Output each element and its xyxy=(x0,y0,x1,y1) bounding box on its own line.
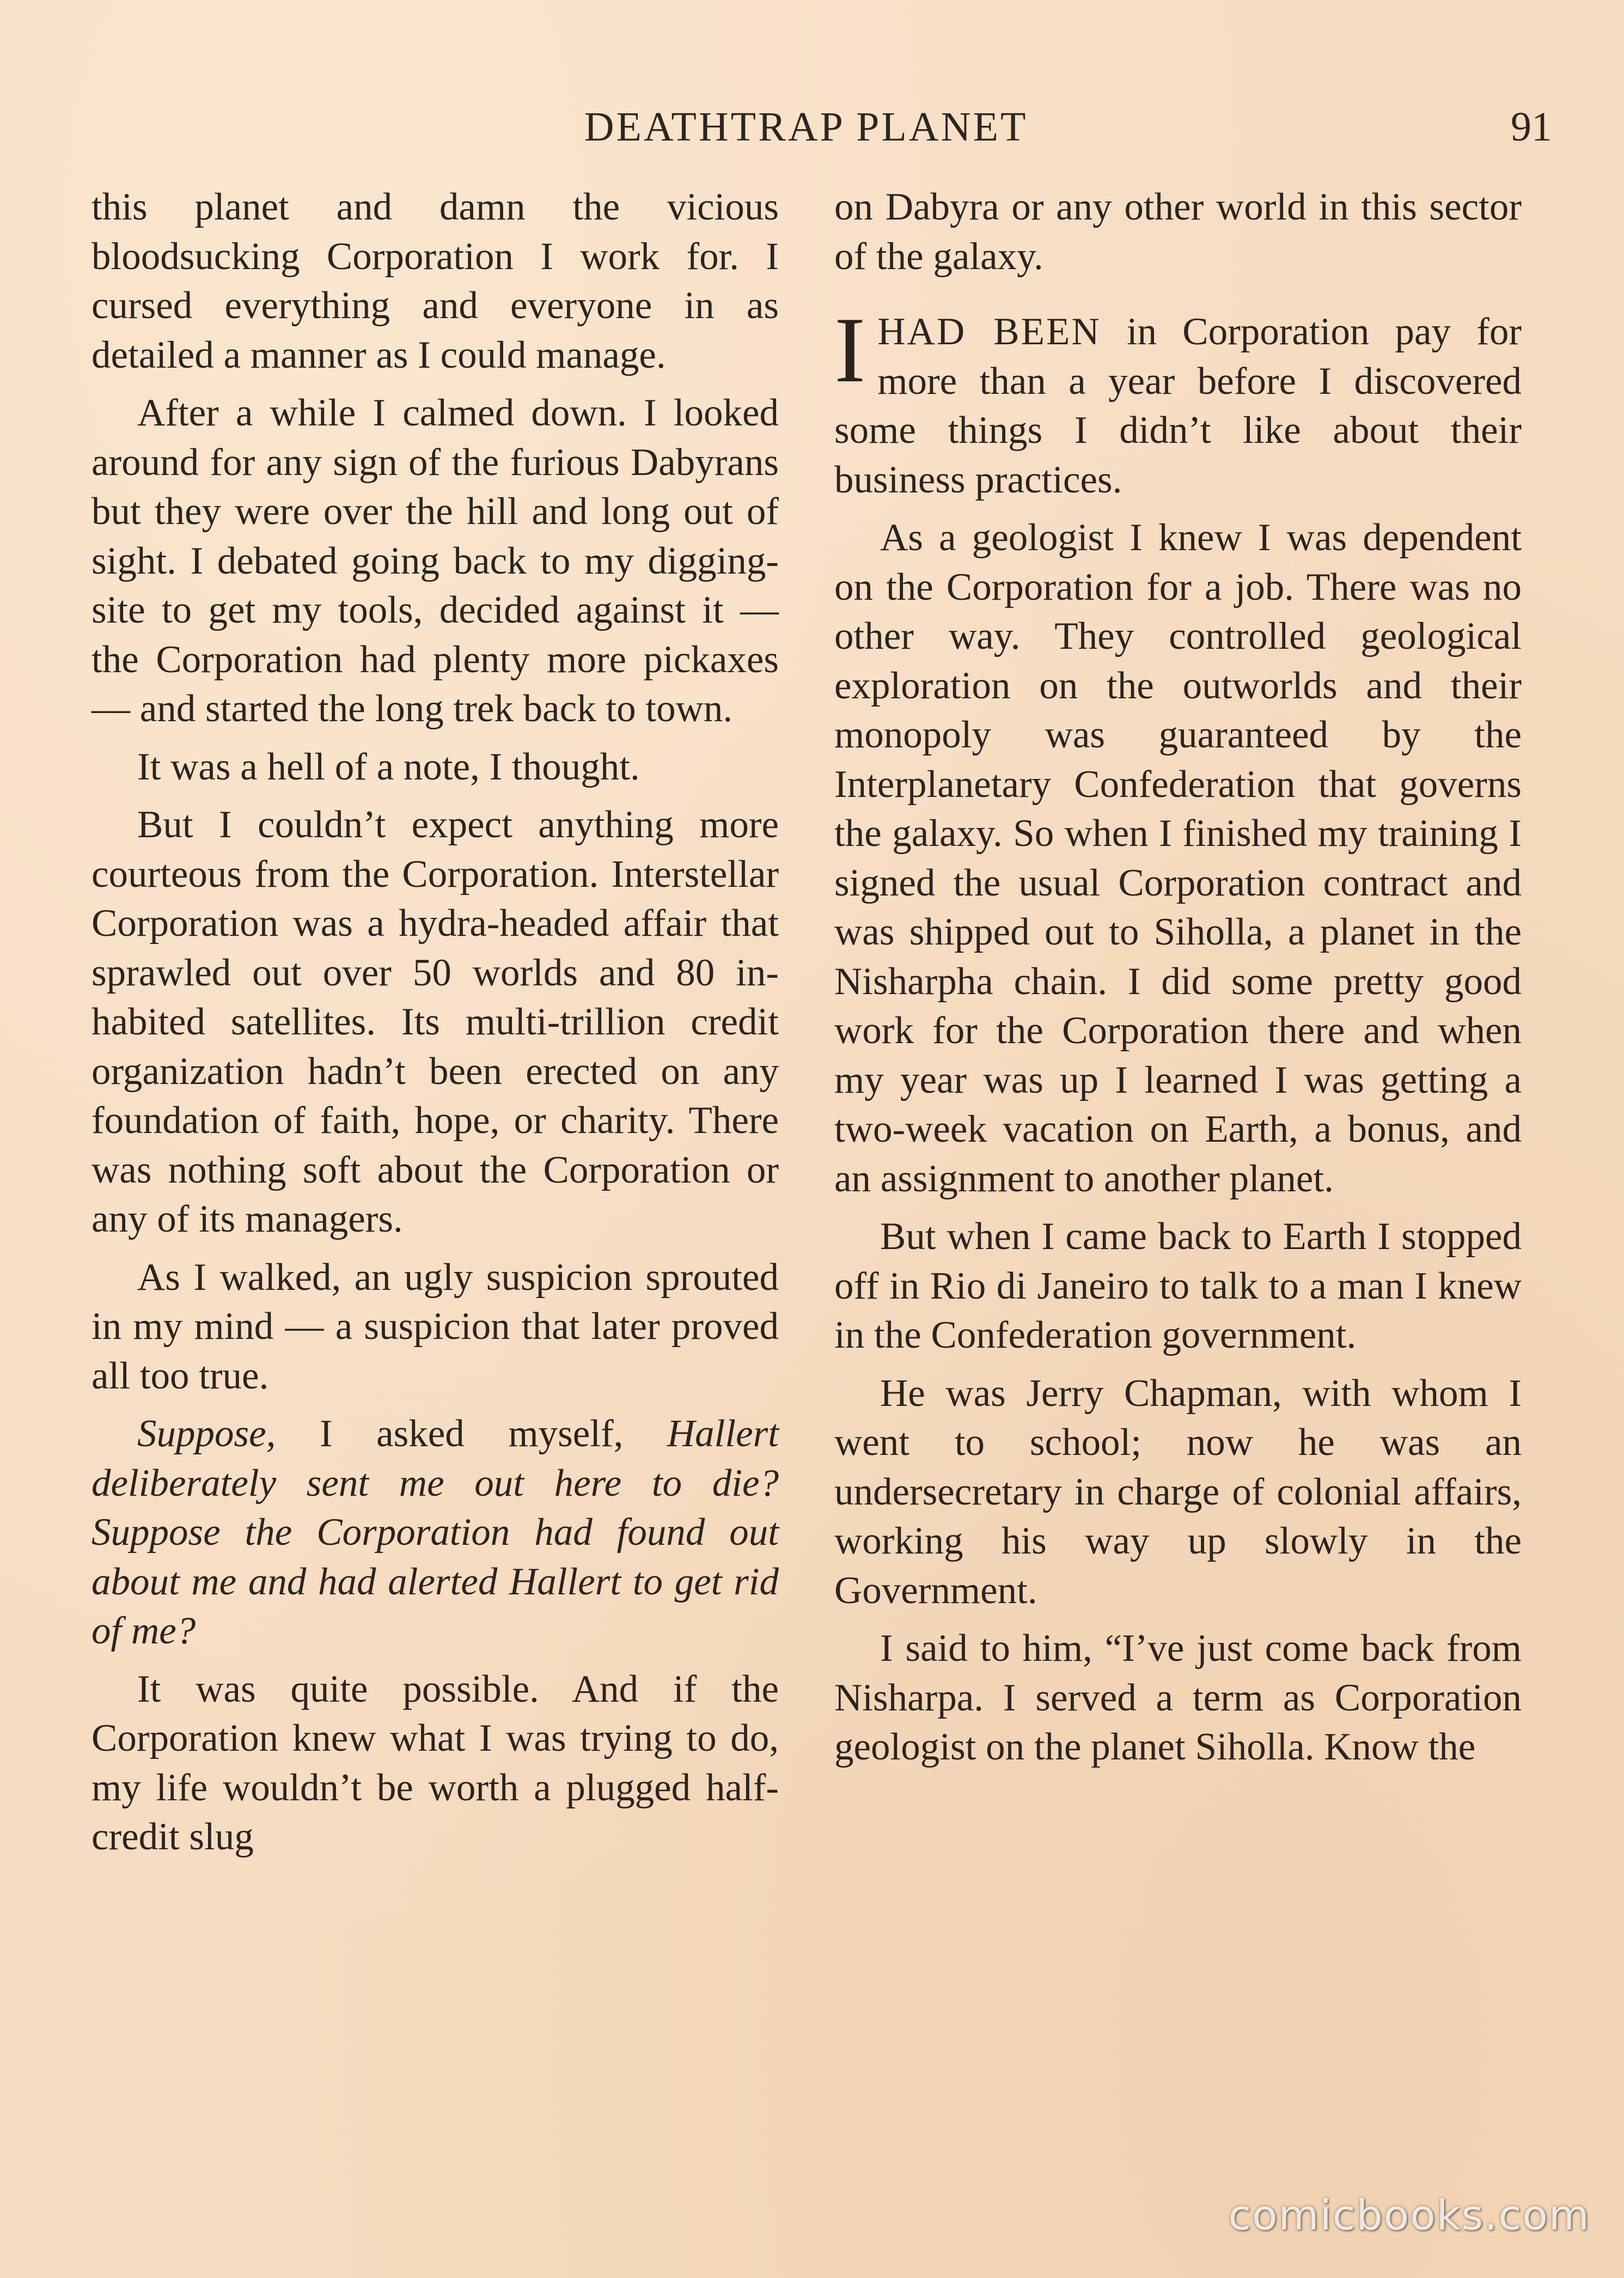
lead-in-caps: HAD BEEN xyxy=(877,310,1101,353)
roman-text: I asked myself, xyxy=(276,1412,667,1455)
left-column xyxy=(91,182,779,1871)
paragraph: He was Jerry Chapman, with whom I went to school; now he was an undersecretary in charge of colonial affairs, working his way up slowly in the Government. xyxy=(834,1372,1522,1612)
paragraph: As I walked, an ugly suspicion sprouted in my mind — a suspicion that later proved all too true. xyxy=(91,1256,779,1397)
paragraph: on Dabyra or any other world in this sector of the galaxy. xyxy=(834,186,1522,278)
paragraph: But I couldn’t expect anything more courteous from the Corporation. Interstellar Corporation was a hydra-headed affair that sprawled out over 50 worlds and 80 inhabited satellites. Its multi-trillion credit organization hadn’t been erected on any foundation of faith, hope, or charity. There was nothing soft about the Corporation or any of its managers. xyxy=(91,803,779,1240)
drop-cap: I xyxy=(834,299,866,402)
paragraph: I said to him, “I’ve just come back from Nisharpa. I served a term as Corporation geologist on the planet Siholla. Know the xyxy=(834,1627,1522,1768)
watermark: comicbooks.com xyxy=(1228,2191,1590,2239)
italic-text: Suppose, xyxy=(137,1412,276,1455)
section-opening-paragraph xyxy=(834,299,1522,504)
paragraph: It was a hell of a note, I thought. xyxy=(137,745,640,788)
running-title: DEATHTRAP PLANET xyxy=(584,104,1028,150)
paragraph: As a geologist I knew I was dependent on the Corporation for a job. There was no other way. They controlled geological exploration on the outworlds and their monopoly was guaranteed by the Interplanetary Confederation that governs the galaxy. So when I finished my training I signed the usual Corporation contract and was shipped out to Siholla, a planet in the Nisharpha chain. I did some pretty good work for the Corporation there and when my year was up I learned I was getting a two-week vacation on Earth, a bonus, and an assignment to another planet. xyxy=(834,516,1522,1200)
italic-text: Hallert deliberately sent me out here to die? Suppose the Corporation had found out about me and had alerted Hallert to get rid of me? xyxy=(91,1412,779,1652)
paragraph: this planet and damn the vicious bloodsucking Corporation I work for. I cursed everything and everyone in as detailed a manner as I could manage. xyxy=(91,186,779,376)
paragraph-italic-thought xyxy=(91,1409,779,1656)
paragraph-text: in Corporation pay for more than a year before I discovered some things I didn’t like about their business practices. xyxy=(834,310,1522,501)
paragraph: It was quite possible. And if the Corporation knew what I was trying to do, my life wouldn’t be worth a plugged half-credit slug xyxy=(91,1667,779,1858)
paragraph: After a while I calmed down. I looked around for any sign of the furious Dabyrans but they were over the hill and long out of sight. I debated going back to my digging-site to get my tools, decided against it — the Corporation had plenty more pickaxes — and started the long trek back to town. xyxy=(91,392,779,730)
right-column xyxy=(834,182,1522,1781)
paragraph: But when I came back to Earth I stopped off in Rio di Janeiro to talk to a man I knew in the Confederation government. xyxy=(834,1215,1522,1356)
page-number: 91 xyxy=(1511,104,1552,150)
